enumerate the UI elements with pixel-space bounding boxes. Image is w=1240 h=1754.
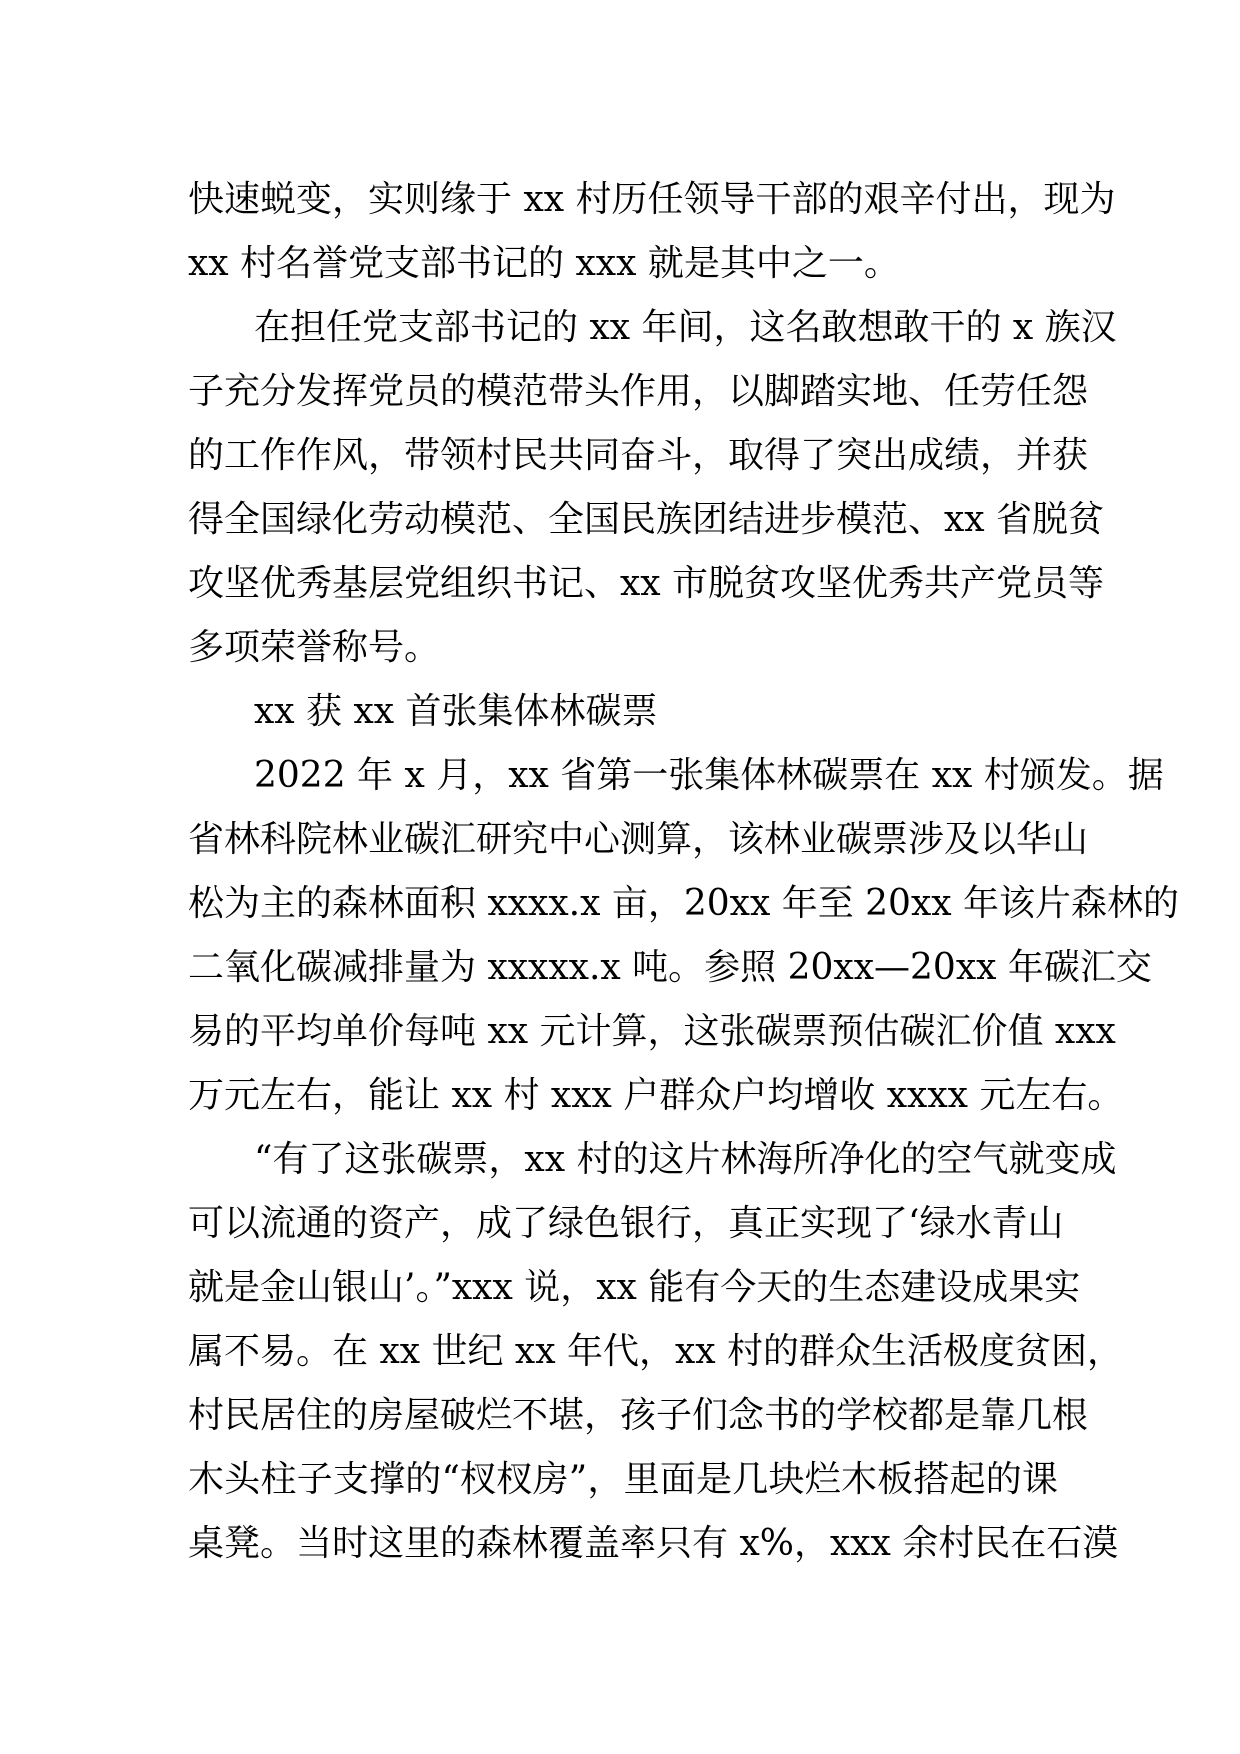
paragraph [188, 744, 1180, 1128]
text-line: 就是金山银山’。”xxx 说，xx 能有今天的生态建设成果实 [188, 1267, 1081, 1308]
paragraph [188, 1128, 1124, 1576]
heading-text: xx 获 xx 首张集体林碳票 [254, 691, 658, 732]
text-line: “有了这张碳票，xx 村的这片林海所净化的空气就变成 [254, 1139, 1117, 1180]
text-line: 子充分发挥党员的模范带头作用，以脚踏实地、任劳任怨 [188, 371, 1089, 412]
text-line: 快速蜕变，实则缘于 xx 村历任领导干部的艰辛付出，现为 [188, 179, 1116, 220]
section-heading [188, 680, 1058, 744]
text-line: 二氧化碳减排量为 xxxxx.x 吨。参照 20xx—20xx 年碳汇交 [188, 947, 1152, 988]
text-line: 在担任党支部书记的 xx 年间，这名敢想敢干的 x 族汉 [254, 307, 1117, 348]
text-line: 多项荣誉称号。 [188, 627, 441, 668]
text-line: 的工作作风，带领村民共同奋斗，取得了突出成绩，并获 [188, 435, 1089, 476]
paragraph [188, 168, 1116, 296]
text-line: 可以流通的资产，成了绿色银行，真正实现了‘绿水青山 [188, 1203, 1064, 1244]
text-line: 得全国绿化劳动模范、全国民族团结进步模范、xx 省脱贫 [188, 499, 1105, 540]
document-body [188, 168, 1180, 1576]
text-line: 2022 年 x 月，xx 省第一张集体林碳票在 xx 村颁发。据 [254, 755, 1164, 796]
text-line: 攻坚优秀基层党组织书记、xx 市脱贫攻坚优秀共产党员等 [188, 563, 1105, 604]
text-line: 木头柱子支撑的“杈杈房”，里面是几块烂木板搭起的课 [188, 1459, 1058, 1500]
text-line: 桌凳。当时这里的森林覆盖率只有 x%，xxx 余村民在石漠 [188, 1523, 1119, 1564]
text-line: 省林科院林业碳汇研究中心测算，该林业碳票涉及以华山 [188, 819, 1089, 860]
text-line: 属不易。在 xx 世纪 xx 年代，xx 村的群众生活极度贫困， [188, 1331, 1124, 1372]
text-line: xx 村名誉党支部书记的 xxx 就是其中之一。 [188, 243, 900, 284]
text-line: 松为主的森林面积 xxxx.x 亩，20xx 年至 20xx 年该片森林的 [188, 883, 1180, 924]
text-line: 易的平均单价每吨 xx 元计算，这张碳票预估碳汇价值 xxx [188, 1011, 1116, 1052]
paragraph [188, 296, 1117, 680]
text-line: 村民居住的房屋破烂不堪，孩子们念书的学校都是靠几根 [188, 1395, 1089, 1436]
text-line: 万元左右，能让 xx 村 xxx 户群众户均增收 xxxx 元左右。 [188, 1075, 1124, 1116]
